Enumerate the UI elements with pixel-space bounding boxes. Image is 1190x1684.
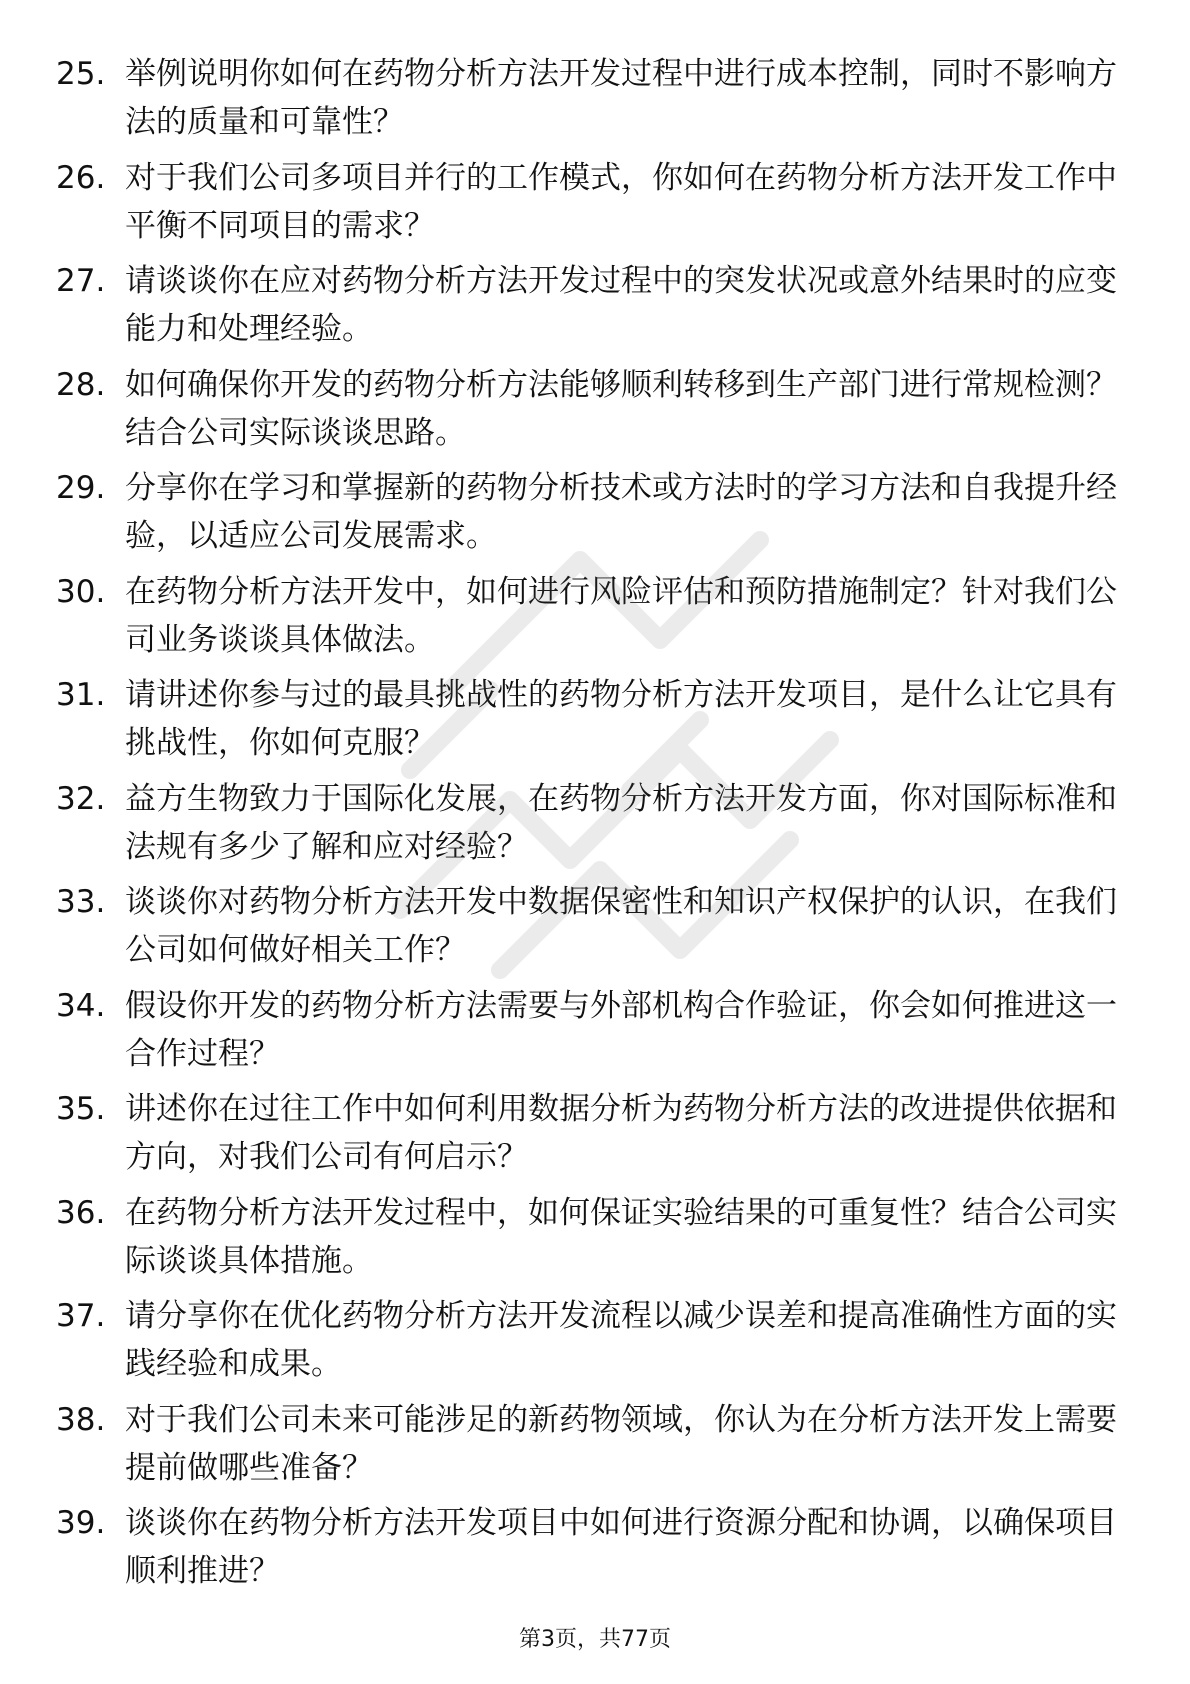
question-item	[56, 50, 1117, 154]
question-item	[56, 361, 1117, 465]
question-text: 讲述你在过往工作中如何利用数据分析为药物分析方法的改进提供依据和方向，对我们公司有何启示？	[125, 1091, 1117, 1175]
question-list	[56, 50, 1117, 1603]
question-number: 29.	[56, 470, 106, 506]
question-number: 39.	[56, 1505, 106, 1541]
question-number: 27.	[56, 263, 106, 299]
question-number: 35.	[56, 1091, 106, 1127]
question-number: 32.	[56, 780, 106, 817]
question-item	[56, 1189, 1117, 1293]
question-number: 26.	[56, 159, 106, 196]
page-number: 第3页，共77页	[519, 1627, 671, 1652]
question-item	[56, 1499, 1117, 1603]
question-item	[56, 982, 1117, 1086]
question-item	[56, 154, 1117, 258]
question-text: 如何确保你开发的药物分析方法能够顺利转移到生产部门进行常规检测？结合公司实际谈谈思路。	[125, 366, 1117, 451]
question-number: 31.	[56, 677, 106, 713]
question-number: 38.	[56, 1401, 106, 1438]
question-item	[56, 568, 1117, 672]
question-text: 请讲述你参与过的最具挑战性的药物分析方法开发项目，是什么让它具有挑战性，你如何克服？	[125, 677, 1117, 761]
question-text: 谈谈你对药物分析方法开发中数据保密性和知识产权保护的认识，在我们公司如何做好相关工作？	[125, 884, 1117, 968]
question-number: 37.	[56, 1298, 106, 1334]
question-number: 25.	[56, 56, 106, 92]
question-item	[56, 878, 1117, 982]
question-text: 在药物分析方法开发过程中，如何保证实验结果的可重复性？结合公司实际谈谈具体措施。	[125, 1194, 1117, 1279]
question-text: 举例说明你如何在药物分析方法开发过程中进行成本控制，同时不影响方法的质量和可靠性？	[125, 56, 1117, 140]
question-number: 33.	[56, 884, 106, 920]
question-text: 益方生物致力于国际化发展，在药物分析方法开发方面，你对国际标准和法规有多少了解和应对经验？	[125, 780, 1117, 865]
question-item	[56, 1085, 1117, 1189]
question-number: 36.	[56, 1194, 106, 1231]
question-text: 假设你开发的药物分析方法需要与外部机构合作验证，你会如何推进这一合作过程？	[125, 987, 1117, 1072]
question-text: 请谈谈你在应对药物分析方法开发过程中的突发状况或意外结果时的应变能力和处理经验。	[125, 263, 1117, 347]
question-text: 谈谈你在药物分析方法开发项目中如何进行资源分配和协调，以确保项目顺利推进？	[125, 1505, 1117, 1589]
question-text: 对于我们公司未来可能涉足的新药物领域，你认为在分析方法开发上需要提前做哪些准备？	[125, 1401, 1117, 1486]
question-item	[56, 1292, 1117, 1396]
question-text: 分享你在学习和掌握新的药物分析技术或方法时的学习方法和自我提升经验，以适应公司发展需求。	[125, 470, 1117, 554]
question-text: 请分享你在优化药物分析方法开发流程以减少误差和提高准确性方面的实践经验和成果。	[125, 1298, 1117, 1382]
question-item	[56, 775, 1117, 879]
question-number: 30.	[56, 573, 106, 610]
question-item	[56, 257, 1117, 361]
question-number: 34.	[56, 987, 106, 1024]
question-item	[56, 464, 1117, 568]
question-number: 28.	[56, 366, 106, 403]
question-text: 对于我们公司多项目并行的工作模式，你如何在药物分析方法开发工作中平衡不同项目的需求？	[125, 159, 1117, 244]
question-item	[56, 671, 1117, 775]
question-text: 在药物分析方法开发中，如何进行风险评估和预防措施制定？针对我们公司业务谈谈具体做法。	[125, 573, 1117, 658]
question-item	[56, 1396, 1117, 1500]
